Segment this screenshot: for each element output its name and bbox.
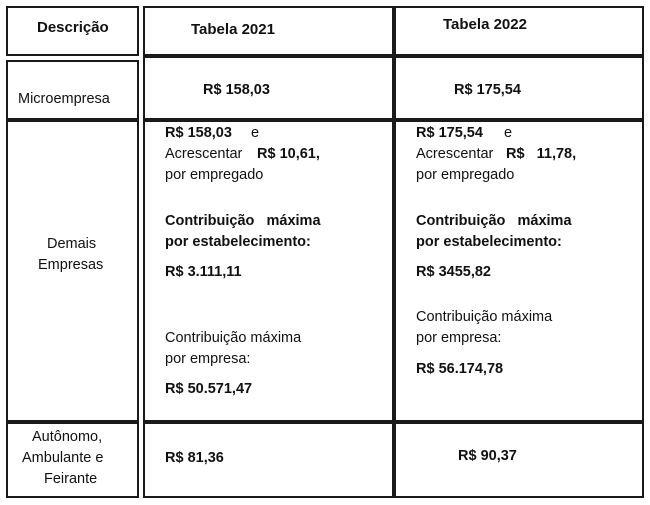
demais-2022-max-empresa-line2: por empresa: — [416, 330, 502, 346]
microempresa-2022-cell — [394, 56, 644, 120]
header-2021-cell — [143, 6, 394, 56]
demais-2021-max-estab-line2: por estabelecimento: — [165, 234, 311, 250]
demais-2022-base-e: e — [504, 125, 513, 141]
demais-2021-por-empregado: por empregado — [165, 167, 264, 183]
autonomo-2022-cell — [394, 422, 644, 498]
label-microempresa-cell — [6, 60, 139, 120]
demais-2021-base-e: e — [251, 125, 260, 141]
demais-2022-acrescentar-amount: R$ 11,78, — [506, 146, 577, 162]
demais-2021-acrescentar-amount: R$ 10,61, — [257, 146, 320, 162]
microempresa-2022-value: R$ 175,54 — [454, 82, 521, 98]
demais-2021-max-empresa-line2: por empresa: — [165, 351, 251, 367]
microempresa-2021-value: R$ 158,03 — [203, 82, 270, 98]
header-2022-cell — [394, 6, 644, 56]
demais-2021-max-estab-line1: Contribuição máxima — [165, 213, 321, 229]
microempresa-2021-cell — [143, 56, 394, 120]
label-demais-line1: Demais — [47, 236, 97, 252]
demais-2022-max-estab-line1: Contribuição máxima — [416, 213, 572, 229]
demais-2022-max-empresa-value: R$ 56.174,78 — [416, 361, 504, 377]
demais-2022-por-empregado: por empregado — [416, 167, 515, 183]
label-autonomo-line3: Feirante — [44, 471, 98, 487]
label-autonomo-line2: Ambulante e — [22, 450, 104, 466]
header-2021: Tabela 2021 — [191, 21, 275, 38]
label-microempresa: Microempresa — [18, 91, 110, 107]
label-demais-cell — [6, 120, 139, 422]
autonomo-2021-value: R$ 81,36 — [165, 450, 224, 466]
demais-2022-max-empresa-line1: Contribuição máxima — [416, 309, 553, 325]
autonomo-2022-value: R$ 90,37 — [458, 448, 517, 464]
label-demais-line2: Empresas — [38, 257, 104, 273]
autonomo-2021-cell — [143, 422, 394, 498]
header-2022: Tabela 2022 — [443, 16, 527, 33]
label-autonomo-cell — [6, 422, 139, 498]
demais-2022-base-amount: R$ 175,54 — [416, 125, 483, 141]
demais-2021-cell — [143, 120, 394, 422]
header-descricao-cell — [6, 6, 139, 56]
label-autonomo-line1: Autônomo, — [32, 429, 103, 445]
demais-2021-acrescentar: Acrescentar — [165, 146, 243, 162]
demais-2022-max-estab-line2: por estabelecimento: — [416, 234, 562, 250]
demais-2022-acrescentar: Acrescentar — [416, 146, 494, 162]
demais-2022-cell — [394, 120, 644, 422]
demais-2021-max-empresa-line1: Contribuição máxima — [165, 330, 302, 346]
demais-2021-max-empresa-value: R$ 50.571,47 — [165, 381, 253, 397]
header-descricao: Descrição — [37, 19, 109, 36]
demais-2021-base-amount: R$ 158,03 — [165, 125, 232, 141]
demais-2022-max-estab-value: R$ 3455,82 — [416, 264, 491, 280]
demais-2021-max-estab-value: R$ 3.111,11 — [165, 264, 242, 280]
